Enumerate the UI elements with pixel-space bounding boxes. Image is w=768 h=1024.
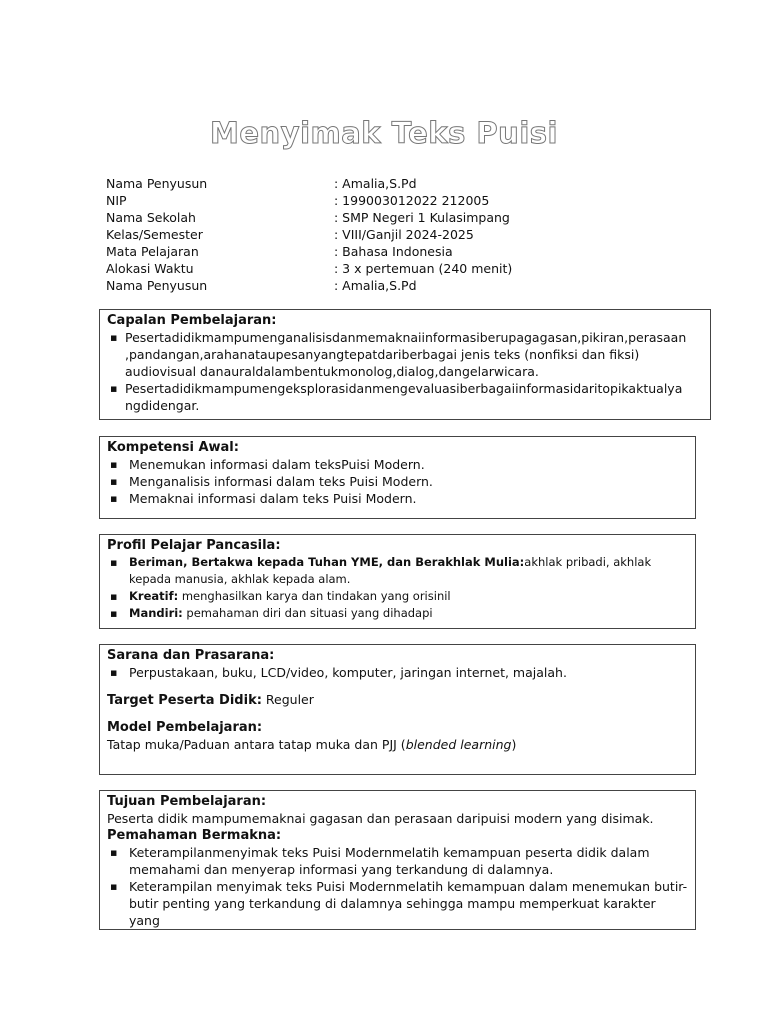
sarana-heading: Sarana dan Prasarana:: [107, 648, 275, 663]
profil-item-title: Kreatif:: [129, 589, 179, 603]
info-value: : Amalia,S.Pd: [334, 176, 417, 191]
list-item: ▪ Memaknai informasi dalam teks Puisi Modern.: [107, 490, 688, 507]
info-row: [106, 192, 706, 209]
list-item: ▪ Pesertadidikmampumengeksplorasidanmengevaluasiberbagaiinformasidaritopikaktualya ngdidengar.: [107, 380, 703, 414]
capaian-heading: Capalan Pembelajaran:: [107, 313, 277, 328]
list-item: [107, 554, 688, 588]
info-label: Kelas/Semester: [106, 227, 203, 242]
sarana-box: [99, 644, 696, 775]
profil-item-text: pemahaman diri dan situasi yang dihadapi: [182, 606, 433, 620]
info-label: Mata Pelajaran: [106, 244, 199, 259]
list-item: ▪ Menganalisis informasi dalam teks Puisi Modern.: [107, 473, 688, 490]
info-label: Nama Penyusun: [106, 176, 208, 191]
info-value: : Bahasa Indonesia: [334, 244, 453, 259]
info-row: [106, 175, 706, 192]
info-row: [106, 260, 706, 277]
info-value: : VIII/Ganjil 2024-2025: [334, 227, 474, 242]
capaian-box: [99, 309, 711, 420]
profil-item-text: akhlak pribadi, akhlak kepada manusia, akhlak kepada alam.: [129, 555, 652, 586]
list-item: ▪ Keterampilanmenyimak teks Puisi Modernmelatih kemampuan peserta didik dalam memahami dan menyerap informasi yang terkandung di dalamnya.: [107, 844, 688, 878]
info-label: Alokasi Waktu: [106, 261, 194, 276]
profil-item-text: menghasilkan karya dan tindakan yang orisinil: [178, 589, 451, 603]
list-item: ▪ Menemukan informasi dalam teksPuisi Modern.: [107, 456, 688, 473]
info-row: [106, 243, 706, 260]
identity-table: [106, 175, 706, 294]
info-row: [106, 209, 706, 226]
kompetensi-heading: Kompetensi Awal:: [107, 440, 239, 455]
document-title: Menyimak Teks Puisi: [210, 116, 558, 150]
model-heading: Model Pembelajaran:: [107, 720, 263, 735]
info-value: : 3 x pertemuan (240 menit): [334, 261, 513, 276]
info-row: [106, 226, 706, 243]
list-item: [107, 588, 688, 605]
tujuan-text: Peserta didik mampumemaknai gagasan dan perasaan daripuisi modern yang disimak.: [107, 811, 654, 826]
model-text-main: Tatap muka/Paduan antara tatap muka dan PJJ (: [107, 737, 406, 752]
model-block: [107, 719, 688, 753]
capaian-list: [107, 329, 703, 414]
tujuan-heading: Tujuan Pembelajaran:: [107, 794, 267, 809]
info-value: : 199003012022 212005: [334, 193, 490, 208]
list-item: ▪ Perpustakaan, buku, LCD/video, komputer, jaringan internet, majalah.: [107, 664, 688, 681]
info-row: [106, 277, 706, 294]
list-item: [107, 605, 688, 622]
list-item: ▪ Pesertadidikmampumenganalisisdanmemaknaiinformasiberupagagasan,pikiran,perasaan ,pandangan,arahanataupesanyangtepatdariberbagai jenis teks (nonfiksi dan fiksi) audiovisual danauraldalambentukmonolog,dialog,dangelarwicara.: [107, 329, 703, 380]
tujuan-box: [99, 790, 696, 930]
kompetensi-box: [99, 436, 696, 519]
model-text-close: ): [511, 737, 517, 752]
list-item: ▪ Keterampilan menyimak teks Puisi Modernmelatih kemampuan dalam menemukan butir-butir penting yang terkandung di dalamnya sehingga mampu memperkuat karakter yang: [107, 878, 688, 929]
target-heading: Target Peserta Didik:: [107, 693, 262, 708]
target-value: Reguler: [261, 692, 314, 707]
sarana-list: [107, 664, 688, 681]
info-value: : SMP Negeri 1 Kulasimpang: [334, 210, 510, 225]
target-line: [107, 691, 688, 709]
model-text-italic: blended learning: [405, 737, 512, 752]
profil-item-title: Beriman, Bertakwa kepada Tuhan YME, dan Berakhlak Mulia:: [129, 555, 525, 569]
profil-heading: Profil Pelajar Pancasila:: [107, 538, 281, 553]
kompetensi-list: [107, 456, 688, 507]
pemahaman-heading: Pemahaman Bermakna:: [107, 828, 282, 843]
pemahaman-list: [107, 844, 688, 929]
model-text: [107, 736, 688, 753]
profil-item-title: Mandiri:: [129, 606, 183, 620]
profil-box: [99, 534, 696, 629]
info-value: : Amalia,S.Pd: [334, 278, 417, 293]
info-label: Nama Penyusun: [106, 278, 208, 293]
info-label: Nama Sekolah: [106, 210, 196, 225]
info-label: NIP: [106, 193, 127, 208]
profil-list: [107, 554, 688, 622]
